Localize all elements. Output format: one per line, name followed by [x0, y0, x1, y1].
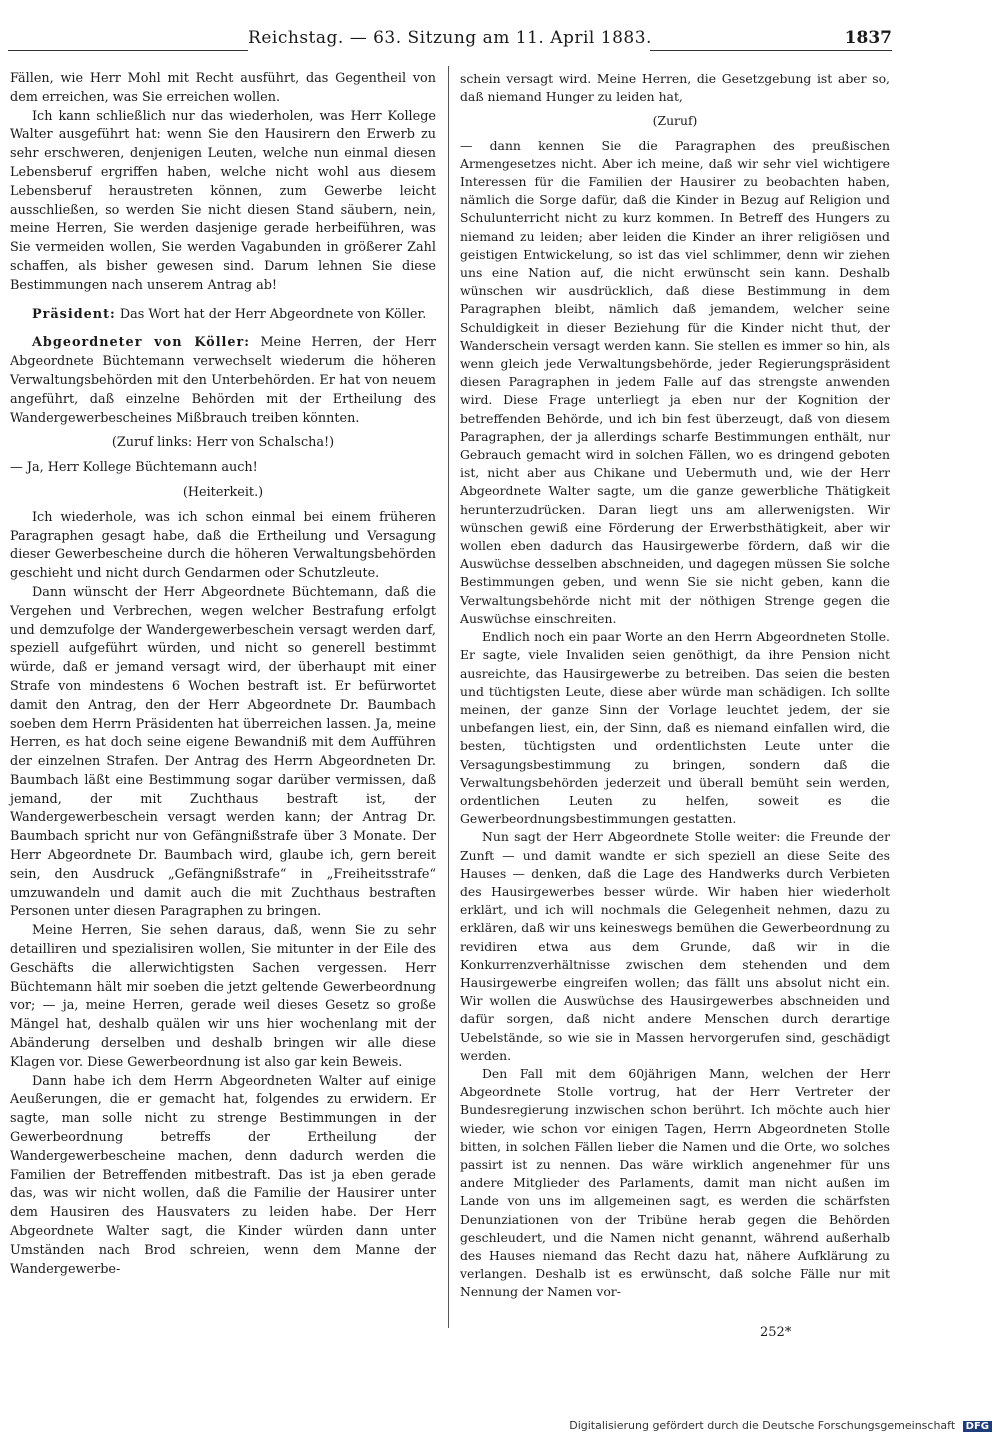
paragraph: [10, 306, 436, 325]
paragraph-text: Meine Herren, der Herr Abgeordnete Büchtemann verwechselt wiederum die höheren Verwaltungsbehörden mit den Unterbehörden. Er hat von neuem angeführt, daß einzelne Behörden mit der Ertheilung des Wandergewerbescheines Mißbrauch treiben könnten.: [10, 335, 436, 426]
paragraph: Ich kann schließlich nur das wiederholen, was Herr Kollege Walter ausgeführt hat: wenn Sie den Hausirern den Erwerb zu sehr erschweren, denjenigen Leuten, welche nun einmal diesen Lebensberuf ergriffen haben, welche nicht wohl aus diesem Lebensberuf heraustreten können, zum Gewerbe leicht ausschließen, so werden Sie nicht diesen Stand säubern, nein, meine Herren, Sie werden dasjenige gerade herbeiführen, was Sie vermeiden wollen, Sie werden Vagabunden in größerer Zahl schaffen, als bisher gewesen sind. Darum lehnen Sie diese Bestimmungen nach unserem Antrag ab!: [10, 108, 436, 293]
paragraph: Dann wünscht der Herr Abgeordnete Büchtemann, daß die Vergehen und Verbrechen, wegen welcher Bestrafung erfolgt und demzufolge der Wandergewerbeschein versagt werden darf, speziell aufgeführt würden, und nicht so generell bestimmt würde, daß er jemand versagt wird, der überhaupt mit einer Strafe von mindestens 6 Wochen bestraft ist. Er befürwortet damit den Antrag, den der Herr Abgeordnete Dr. Baumbach soeben dem Herrn Präsidenten hat überreichen lassen. Ja, meine Herren, es hat doch seine eigene Bewandniß mit dem Aufführen der einzelnen Strafen. Der Antrag des Herrn Abgeordneten Dr. Baumbach läßt eine Bestimmung sogar darüber vermissen, daß jemand, der mit Zuchthaus bestraft ist, der Wandergewerbeschein versagt werden kann; der Antrag Dr. Baumbach spricht nur von Gefängnißstrafe über 3 Monate. Der Herr Abgeordnete Dr. Baumbach wird, glaube ich, gern bereit sein, den Ausdruck „Gefängnißstrafe“ in „Freiheitsstrafe“ umzuwandeln und damit auch die mit Zuchthaus bestraften Personen unter diesen Paragraphen zu bringen.: [10, 584, 436, 920]
page-number: 1837: [844, 28, 892, 48]
header-rule-left: [8, 50, 248, 51]
paragraph: Fällen, wie Herr Mohl mit Recht ausführt, das Gegentheil von dem erreichen, was Sie erreichen wollen.: [10, 71, 436, 105]
header-rule-right: [650, 50, 892, 51]
paragraph: — dann kennen Sie die Paragraphen des preußischen Armengesetzes nicht. Aber ich meine, daß wir sehr viel wichtigere Interessen für die Familien der Hausirer zu beobachten haben, nämlich die Sorge dafür, daß die Kinder in Bezug auf Religion und Schulunterricht nicht zu kurz kommen. In Betreff des Hungers zu niemand zu leiden; aber leiden die Kinder an ihrer religiösen und geistigen Entwickelung, so ist das viel schlimmer, denn wir ziehen uns eine Nation auf, die nicht erwünscht sein kann. Deshalb wünschen wir ausdrücklich, daß diese Bestimmung in dem Paragraphen bleibt, nämlich daß jemandem, welcher seine Schuldigkeit in dieser Beziehung für die Kinder nicht thut, der Wanderschein versagt werden kann. Sie stellen es immer so hin, als wenn gleich jede Verwaltungsbehörde, jeder Regierungspräsident diesen Paragraphen in jedem Falle auf das strengste anwenden wird. Diese Frage unterliegt ja eben nur der Kognition der betreffenden Behörde, und ich bin fest überzeugt, daß von diesem Paragraphen, der ja allerdings scharfe Bestimmungen enthält, nur Gebrauch gemacht wird in solchen Fällen, wo es dringend geboten ist, nicht aber aus Chikane und Uebermuth und, wie der Herr Abgeordnete Walter sagte, um die ganze gewerbliche Thätigkeit herunterzudrücken. Daran liegt uns am allerwenigsten. Wir wünschen gewiß eine Förderung der Erwerbsthätigkeit, aber wir wollen eben dadurch das Hausirgewerbe fördern, daß wir die Auswüchse desselben abschneiden, und dagegen müssen Sie solche Bestimmungen geben, und wenn Sie sie nicht geben, kann die Verwaltungsbehörde nicht mit der nöthigen Strenge gegen die Auswüchse einschreiten.: [460, 137, 890, 626]
left-column: [10, 70, 436, 1279]
footer: [569, 1419, 992, 1432]
interjection: (Zuruf links: Herr von Schalscha!): [111, 435, 335, 451]
paragraph: Endlich noch ein paar Worte an den Herrn Abgeordneten Stolle. Er sagte, viele Invaliden seien genöthigt, da ihre Pension nicht ausreichte, das Hausirgewerbe zu betreiben. Das seien die besten und tüchtigsten Leute, diese aber würde man schädigen. Ich sollte meinen, der ganze Sinn der Vorlage leuchtet jedem, der sie unbefangen liest, ein, der Sinn, daß es niemand einfallen wird, die besten, tüchtigsten und ordentlichsten Leute unter die Versagungsbestimmung zu bringen, sondern daß die Verwaltungsbehörden jederzeit und überall bemüht sein werden, ordentlichen Leuten zu helfen, soweit es die Gewerbeordnungsbestimmungen gestatten.: [460, 629, 890, 827]
paragraph: [10, 334, 436, 428]
paragraph: — Ja, Herr Kollege Büchtemann auch!: [10, 460, 258, 476]
speaker-label: Abgeordneter von Köller:: [32, 335, 251, 351]
right-column: [460, 70, 890, 1302]
speaker-label: Präsident:: [32, 306, 116, 322]
paragraph: Ich wiederhole, was ich schon einmal bei einem früheren Paragraphen gesagt habe, daß die Ertheilung und Versagung dieser Gewerbescheine durch die höheren Verwaltungsbehörden geschieht und nicht durch Gendarmen oder Schutzleute.: [10, 509, 436, 582]
footer-text: Digitalisierung gefördert durch die Deutsche Forschungsgemeinschaft: [569, 1419, 956, 1432]
interjection: (Heiterkeit.): [182, 484, 264, 500]
paragraph: Nun sagt der Herr Abgeordnete Stolle weiter: die Freunde der Zunft — und damit wandte er sich speziell an diese Seite des Hauses — denken, daß die Lage des Handwerks durch Verbieten des Hausirgewerbes besser würde. Wir haben hier wiederholt erklärt, und ich will nochmals die Gelegenheit nehmen, dazu zu erklären, daß wir uns keineswegs bemühen die Gewerbeordnung zu revidiren etwa aus dem Grunde, daß wir in die Konkurrenzverhältnisse zwischen dem stehenden und dem Hausirgewerbe eingreifen wollen; das fällt uns absolut nicht ein. Wir wollen die Auswüchse des Hausirgewerbes abschneiden und dafür sorgen, daß nicht andere Menschen durch derartige Uebelstände, so wie sie in Massen hervorgerufen sind, geschädigt werden.: [460, 829, 890, 1063]
column-divider: [448, 66, 449, 1328]
paragraph-text: Das Wort hat der Herr Abgeordnete von Köller.: [119, 306, 427, 322]
page-header: [8, 28, 892, 50]
dfg-logo-icon: DFG: [963, 1421, 992, 1432]
paragraph: schein versagt wird. Meine Herren, die Gesetzgebung ist aber so, daß niemand Hunger zu leiden hat,: [460, 71, 890, 105]
paragraph: Meine Herren, Sie sehen daraus, daß, wenn Sie zu sehr detailliren und spezialisiren wollen, Sie mitunter in der Eile des Geschäfts die allerwichtigsten Sachen vergessen. Herr Büchtemann hält mir soeben die jetzt geltende Gewerbeordnung vor; — ja, meine Herren, gerade weil dieses Gesetz so große Mängel hat, deshalb quälen wir uns hier wochenlang mit der Abänderung derselben und deshalb bringen wir alle diese Klagen vor. Diese Gewerbeordnung ist also gar kein Beweis.: [10, 923, 436, 1070]
running-title: Reichstag. — 63. Sitzung am 11. April 1883.: [248, 28, 652, 48]
paragraph: Dann habe ich dem Herrn Abgeordneten Walter auf einige Aeußerungen, die er gemacht hat, folgendes zu erwidern. Er sagte, man solle nicht zu strenge Bestimmungen in der Gewerbeordnung betreffs der Ertheilung der Wandergewerbescheine machen, denn dadurch werden die Familien der Betreffenden mitbestraft. Das ist ja eben gerade das, was wir nicht wollen, daß die Familie der Hausirer unter dem Hausiren des Hausvaters zu leiden habe. Der Herr Abgeordnete Walter sagt, die Kinder würden dann unter Umständen nach Brod schreien, wenn dem Manne der Wandergewerbe-: [10, 1073, 436, 1277]
paragraph: Den Fall mit dem 60jährigen Mann, welchen der Herr Abgeordnete Stolle vortrug, hat der Herr Vertreter der Bundesregierung inzwischen schon berührt. Ich möchte auch hier wieder, wie schon vor einigen Tagen, Herrn Abgeordneten Stolle bitten, in solchen Fällen lieber die Namen und die Orte, wo solches passirt ist zu nennen. Das wäre wirklich angenehmer für uns andere Mitglieder des Parlaments, damit man nicht außen im Lande von uns im allgemeinen sagt, es werden die schärfsten Denunziationen von der Tribüne herab gegen die Behörden geschleudert, und die Namen nicht genannt, während außerhalb des Hauses niemand das Recht dazu hat, nähere Aufklärung zu verlangen. Deshalb ist es erwünscht, daß solche Fälle nur mit Nennung der Namen vor-: [460, 1065, 890, 1300]
signature-mark: 252*: [760, 1325, 792, 1340]
interjection: (Zuruf): [652, 113, 698, 129]
